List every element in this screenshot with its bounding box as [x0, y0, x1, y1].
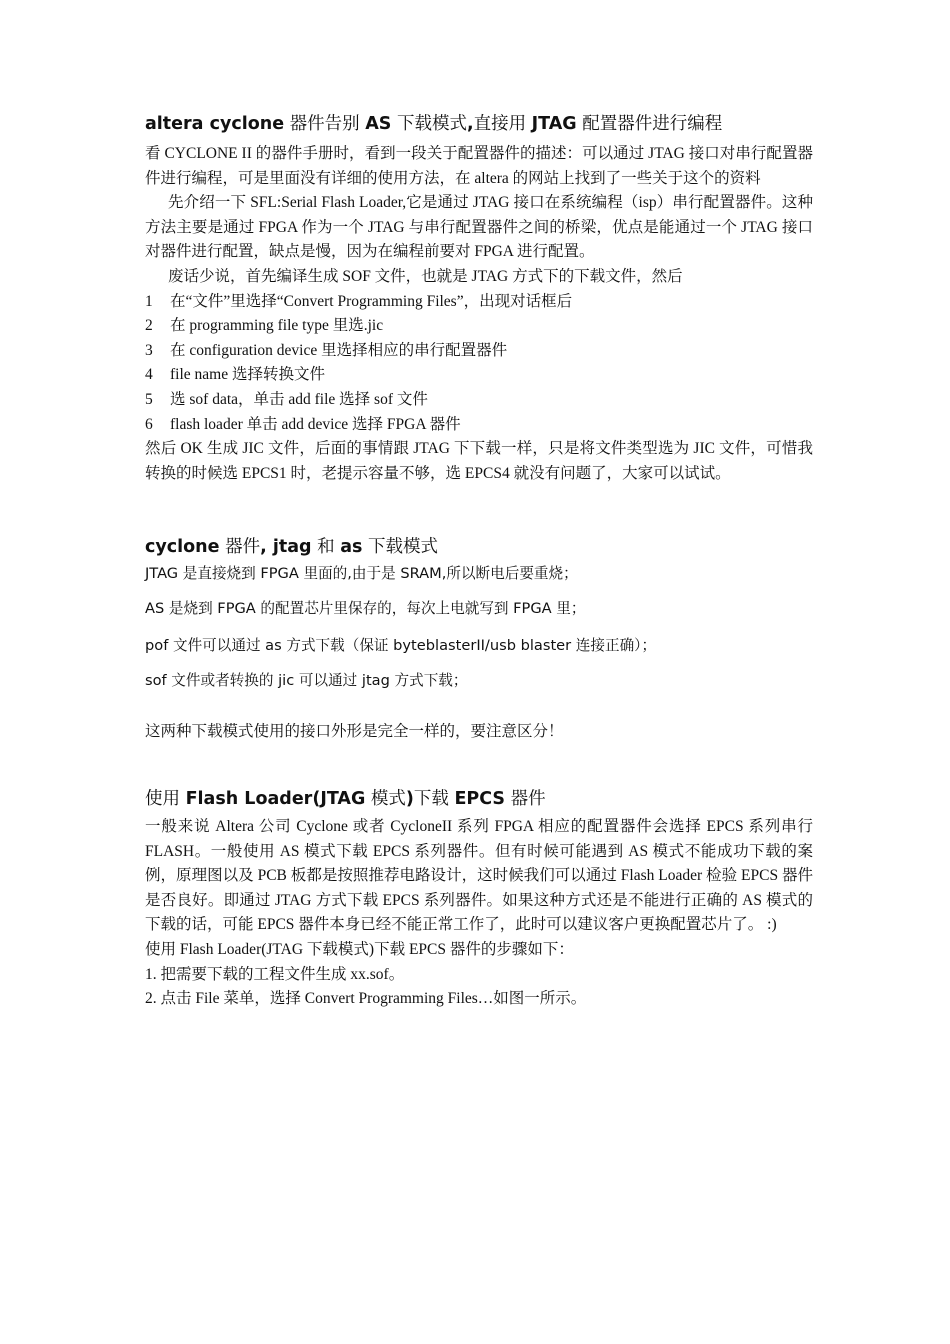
list-item: 1. 把需要下载的工程文件生成 xx.sof。 [145, 965, 405, 983]
section1-intro: 看 CYCLONE II 的器件手册时，看到一段关于配置器件的描述：可以通过 JTAG 接口对串行配置器件进行编程，可是里面没有详细的使用方法，在 altera 的网站上找到了一些关于这个的资料 [145, 145, 813, 187]
section2-note: 这两种下载模式使用的接口外形是完全一样的，要注意区分！ [145, 723, 564, 740]
list-item: 1 在“文件”里选择“Convert Programming Files”，出现对话框后 [145, 292, 573, 310]
section-flash-loader-epcs [145, 787, 813, 1012]
list-item: 2. 点击 File 菜单，选择 Convert Programming Files…如图一所示。 [145, 990, 587, 1008]
section3-steps-intro: 使用 Flash Loader(JTAG 下载模式)下载 EPCS 器件的步骤如下： [145, 940, 574, 958]
section1-steps [145, 290, 813, 438]
list-item: 5 选 sof data，单击 add file 选择 sof 文件 [145, 390, 428, 408]
section1-title: altera cyclone 器件告别 AS 下载模式,直接用 JTAG 配置器件进行编程 [145, 114, 723, 134]
mode-line-sof: sof 文件或者转换的 jic 可以通过 jtag 方式下载； [145, 672, 468, 689]
section3-body: 一般来说 Altera 公司 Cyclone 或者 CycloneII 系列 FPGA 相应的配置器件会选择 EPCS 系列串行 FLASH。一般使用 AS 模式下载 EPCS 系列器件。但有时候可能遇到 AS 模式不能成功下载的案例，原理图以及 PCB 板都是按照推荐电路设计，这时候我们可以通过 Flash Loader 检验 EPCS 器件是否良好。即通过 JTAG 方式下载 EPCS 系列器件。如果这种方式还是不能进行正确的 AS 模式的下载的话，可能 EPCS 器件本身已经不能正常工作了，此时可以建议客户更换配置芯片了。 :) [145, 818, 813, 934]
list-item: 4 file name 选择转换文件 [145, 366, 325, 384]
section2-title: cyclone 器件, jtag 和 as 下载模式 [145, 537, 438, 557]
mode-line-as: AS 是烧到 FPGA 的配置芯片里保存的，每次上电就写到 FPGA 里； [145, 600, 586, 617]
list-item: 6 flash loader 单击 add device 选择 FPGA 器件 [145, 415, 461, 433]
section1-closing: 然后 OK 生成 JIC 文件，后面的事情跟 JTAG 下下载一样，只是将文件类型选为 JIC 文件，可惜我转换的时候选 EPCS1 时，老提示容量不够，选 EPCS4 就没有问题了，大家可以试试。 [145, 440, 813, 482]
section1-lead: 废话少说，首先编译生成 SOF 文件，也就是 JTAG 方式下的下载文件，然后 [168, 267, 683, 285]
mode-line-jtag: JTAG 是直接烧到 FPGA 里面的,由于是 SRAM,所以断电后要重烧； [145, 565, 578, 582]
section-jtag-as-modes [145, 535, 813, 745]
list-item: 2 在 programming file type 里选.jic [145, 317, 384, 335]
list-item: 3 在 configuration device 里选择相应的串行配置器件 [145, 341, 508, 359]
section3-title: 使用 Flash Loader(JTAG 模式)下载 EPCS 器件 [145, 789, 546, 809]
section-altera-cyclone-jtag [145, 112, 813, 486]
section1-sfl-paragraph: 先介绍一下 SFL:Serial Flash Loader,它是通过 JTAG 接口在系统编程（isp）串行配置器件。这种方法主要是通过 FPGA 作为一个 JTAG 与串行配置器件之间的桥梁，优点是能通过一个 JTAG 接口对器件进行配置，缺点是慢，因为在编程前要对 FPGA 进行配置。 [145, 194, 813, 261]
mode-line-pof: pof 文件可以通过 as 方式下载（保证 byteblasterII/usb blaster 连接正确）； [145, 637, 657, 654]
